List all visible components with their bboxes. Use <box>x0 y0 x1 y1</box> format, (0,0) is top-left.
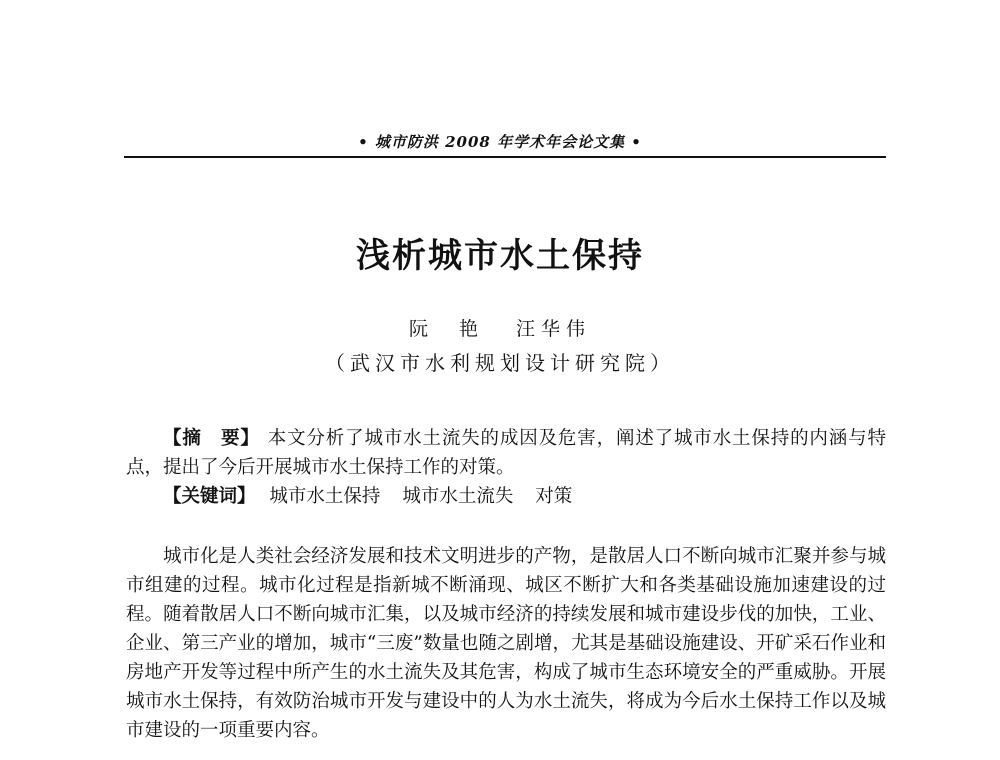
keyword: 对策 <box>535 486 573 507</box>
abstract <box>126 424 886 482</box>
keywords <box>126 482 886 511</box>
author-name: 汪华伟 <box>516 318 592 340</box>
running-head: • 城市防洪 2008 年学术年会论文集 • <box>358 133 642 151</box>
abstract-label: 【摘 要】 <box>163 428 260 449</box>
authors <box>0 314 1000 341</box>
article-title: 浅析城市水土保持 <box>356 236 644 276</box>
header-rule <box>124 156 886 158</box>
author-name: 阮 艳 <box>408 318 484 340</box>
body-paragraph: 城市化是人类社会经济发展和技术文明进步的产物，是散居人口不断向城市汇聚并参与城市组建的过程。城市化过程是指新城不断涌现、城区不断扩大和各类基础设施加速建设的过程。随着散居人口不断向城市汇集，以及城市经济的持续发展和城市建设步伐的加快，工业、企业、第三产业的增加，城市“三废”数量也随之剧增，尤其是基础设施建设、开矿采石作业和房地产开发等过程中所产生的水土流失及其危害，构成了城市生态环境安全的严重威胁。开展城市水土保持，有效防治城市开发与建设中的人为水土流失，将成为今后水土保持工作以及城市建设的一项重要内容。 <box>126 546 886 741</box>
affiliation: （武汉市水利规划设计研究院） <box>325 351 675 375</box>
keywords-label: 【关键词】 <box>163 486 256 507</box>
keyword: 城市水土保持 <box>269 486 381 507</box>
abstract-text: 本文分析了城市水土流失的成因及危害，阐述了城市水土保持的内涵与特点，提出了今后开展城市水土保持工作的对策。 <box>126 428 886 478</box>
keyword: 城市水土流失 <box>402 486 514 507</box>
